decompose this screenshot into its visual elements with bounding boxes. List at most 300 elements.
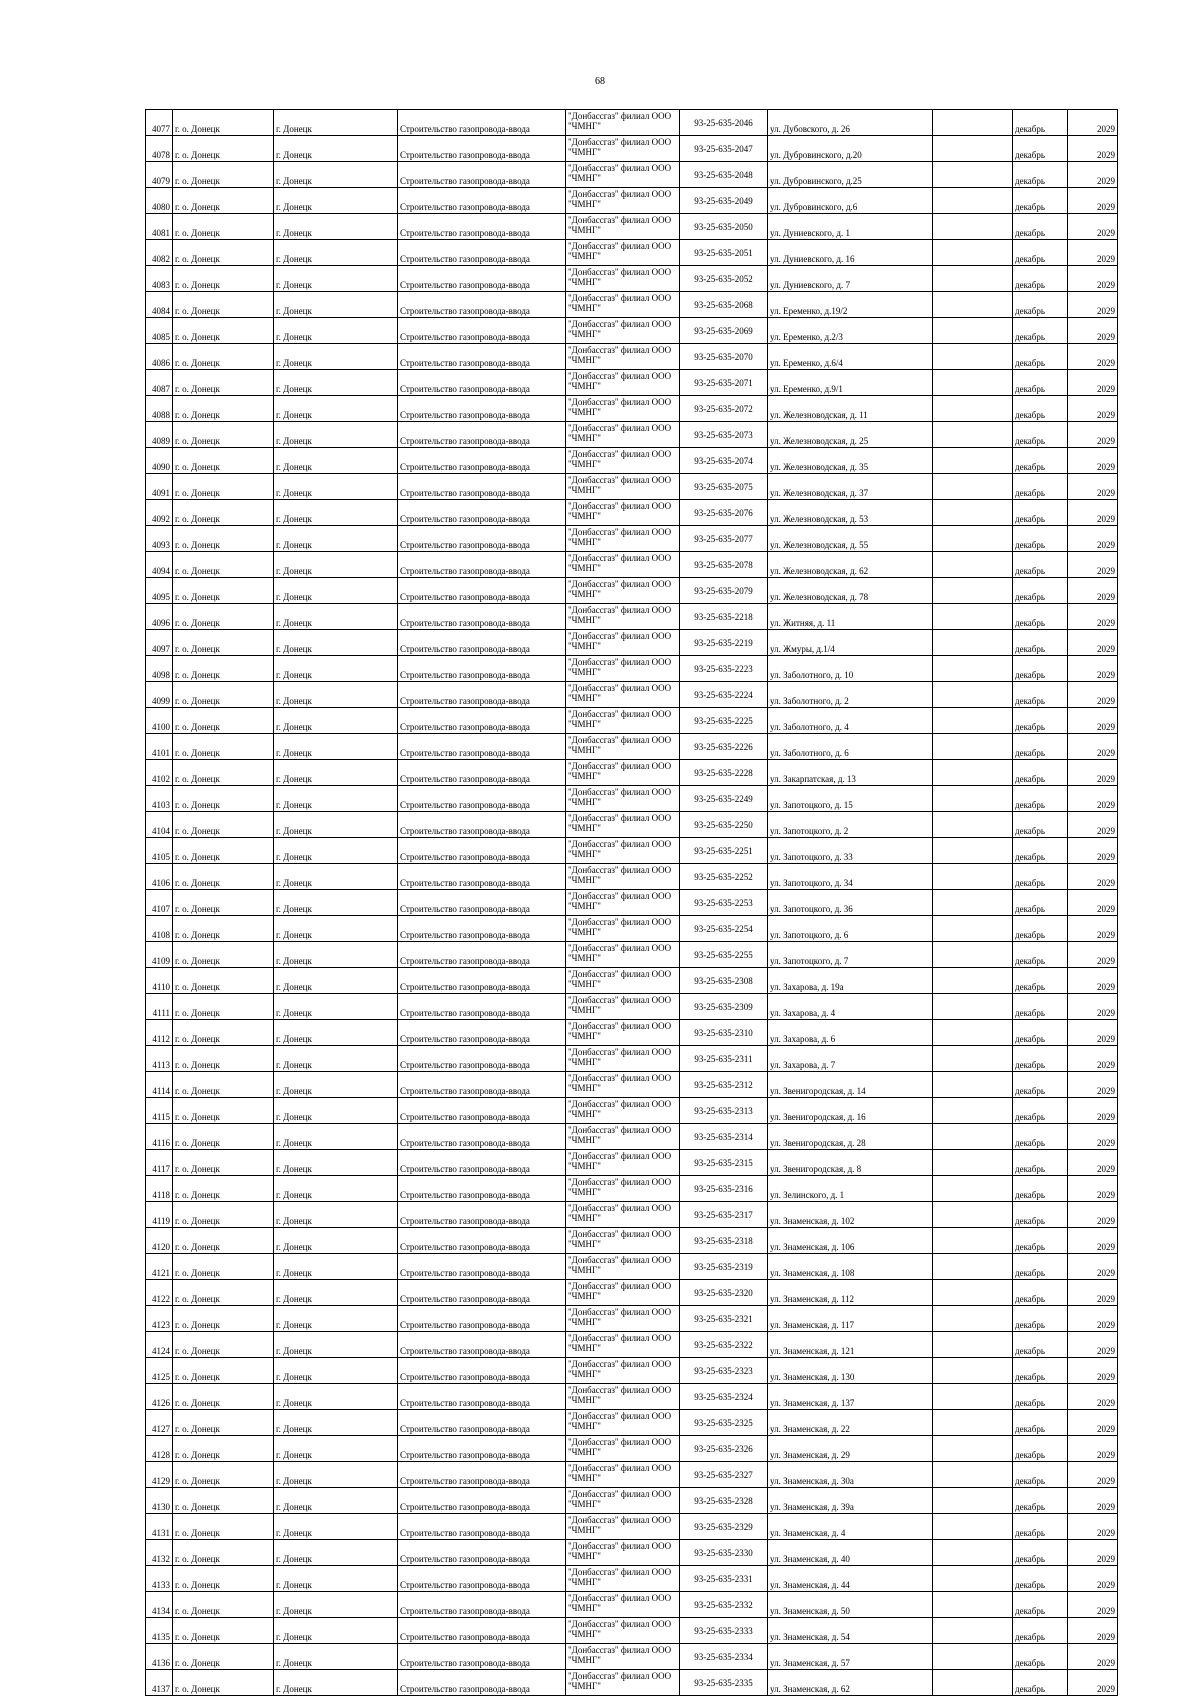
work-type-cell: Строительство газопровода-ввода: [398, 890, 566, 916]
row-number: 4129: [146, 1462, 173, 1488]
address-cell: ул. Знаменская, д. 106: [768, 1228, 933, 1254]
district-cell: г. о. Донецк: [173, 448, 274, 474]
month-cell: декабрь: [1013, 1020, 1068, 1046]
city-cell: г. Донецк: [274, 1644, 398, 1670]
month-cell: декабрь: [1013, 1254, 1068, 1280]
city-cell: г. Донецк: [274, 240, 398, 266]
row-number: 4121: [146, 1254, 173, 1280]
month-cell: декабрь: [1013, 1618, 1068, 1644]
work-type-cell: Строительство газопровода-ввода: [398, 604, 566, 630]
address-cell: ул. Знаменская, д. 130: [768, 1358, 933, 1384]
note-cell: [933, 812, 1013, 838]
row-number: 4108: [146, 916, 173, 942]
object-code-cell: 93-25-635-2316: [680, 1176, 768, 1202]
table-row: [146, 188, 1118, 214]
note-cell: [933, 1384, 1013, 1410]
work-type-cell: Строительство газопровода-ввода: [398, 994, 566, 1020]
city-cell: г. Донецк: [274, 1566, 398, 1592]
table-row: [146, 266, 1118, 292]
month-cell: декабрь: [1013, 110, 1068, 136]
year-cell: 2029: [1068, 1384, 1118, 1410]
table-row: [146, 552, 1118, 578]
address-cell: ул. Еременко, д.19/2: [768, 292, 933, 318]
table-row: [146, 1384, 1118, 1410]
row-number: 4117: [146, 1150, 173, 1176]
month-cell: декабрь: [1013, 1202, 1068, 1228]
month-cell: декабрь: [1013, 708, 1068, 734]
object-code-cell: 93-25-635-2071: [680, 370, 768, 396]
row-number: 4119: [146, 1202, 173, 1228]
district-cell: г. о. Донецк: [173, 630, 274, 656]
object-code-cell: 93-25-635-2079: [680, 578, 768, 604]
district-cell: г. о. Донецк: [173, 1254, 274, 1280]
work-type-cell: Строительство газопровода-ввода: [398, 734, 566, 760]
row-number: 4118: [146, 1176, 173, 1202]
city-cell: г. Донецк: [274, 1124, 398, 1150]
address-cell: ул. Железноводская, д. 35: [768, 448, 933, 474]
month-cell: декабрь: [1013, 266, 1068, 292]
row-number: 4079: [146, 162, 173, 188]
object-code-cell: 93-25-635-2075: [680, 474, 768, 500]
year-cell: 2029: [1068, 630, 1118, 656]
address-cell: ул. Заболотного, д. 2: [768, 682, 933, 708]
work-type-cell: Строительство газопровода-ввода: [398, 630, 566, 656]
city-cell: г. Донецк: [274, 656, 398, 682]
note-cell: [933, 682, 1013, 708]
note-cell: [933, 916, 1013, 942]
city-cell: г. Донецк: [274, 500, 398, 526]
work-type-cell: Строительство газопровода-ввода: [398, 1124, 566, 1150]
year-cell: 2029: [1068, 1228, 1118, 1254]
organization-cell: "Донбассгаз" филиал ООО "ЧМНГ": [566, 1098, 680, 1124]
row-number: 4095: [146, 578, 173, 604]
note-cell: [933, 1254, 1013, 1280]
district-cell: г. о. Донецк: [173, 864, 274, 890]
organization-cell: "Донбассгаз" филиал ООО "ЧМНГ": [566, 708, 680, 734]
note-cell: [933, 630, 1013, 656]
city-cell: г. Донецк: [274, 396, 398, 422]
work-type-cell: Строительство газопровода-ввода: [398, 1462, 566, 1488]
work-type-cell: Строительство газопровода-ввода: [398, 1150, 566, 1176]
row-number: 4134: [146, 1592, 173, 1618]
object-code-cell: 93-25-635-2250: [680, 812, 768, 838]
work-type-cell: Строительство газопровода-ввода: [398, 1540, 566, 1566]
row-number: 4101: [146, 734, 173, 760]
district-cell: г. о. Донецк: [173, 1228, 274, 1254]
note-cell: [933, 890, 1013, 916]
table-row: [146, 474, 1118, 500]
table-row: [146, 396, 1118, 422]
month-cell: декабрь: [1013, 1228, 1068, 1254]
object-code-cell: 93-25-635-2070: [680, 344, 768, 370]
month-cell: декабрь: [1013, 942, 1068, 968]
district-cell: г. о. Донецк: [173, 1462, 274, 1488]
work-type-cell: Строительство газопровода-ввода: [398, 110, 566, 136]
month-cell: декабрь: [1013, 1514, 1068, 1540]
note-cell: [933, 474, 1013, 500]
year-cell: 2029: [1068, 474, 1118, 500]
address-cell: ул. Железноводская, д. 25: [768, 422, 933, 448]
organization-cell: "Донбассгаз" филиал ООО "ЧМНГ": [566, 240, 680, 266]
month-cell: декабрь: [1013, 864, 1068, 890]
year-cell: 2029: [1068, 1644, 1118, 1670]
district-cell: г. о. Донецк: [173, 396, 274, 422]
year-cell: 2029: [1068, 734, 1118, 760]
object-code-cell: 93-25-635-2225: [680, 708, 768, 734]
address-cell: ул. Запотоцкого, д. 2: [768, 812, 933, 838]
note-cell: [933, 734, 1013, 760]
district-cell: г. о. Донецк: [173, 890, 274, 916]
address-cell: ул. Запотоцкого, д. 7: [768, 942, 933, 968]
organization-cell: "Донбассгаз" филиал ООО "ЧМНГ": [566, 552, 680, 578]
district-cell: г. о. Донецк: [173, 370, 274, 396]
city-cell: г. Донецк: [274, 344, 398, 370]
object-code-cell: 93-25-635-2048: [680, 162, 768, 188]
object-code-cell: 93-25-635-2074: [680, 448, 768, 474]
organization-cell: "Донбассгаз" филиал ООО "ЧМНГ": [566, 656, 680, 682]
month-cell: декабрь: [1013, 786, 1068, 812]
district-cell: г. о. Донецк: [173, 1358, 274, 1384]
organization-cell: "Донбассгаз" филиал ООО "ЧМНГ": [566, 1358, 680, 1384]
object-code-cell: 93-25-635-2046: [680, 110, 768, 136]
year-cell: 2029: [1068, 318, 1118, 344]
table-row: [146, 682, 1118, 708]
note-cell: [933, 1514, 1013, 1540]
row-number: 4114: [146, 1072, 173, 1098]
organization-cell: "Донбассгаз" филиал ООО "ЧМНГ": [566, 1202, 680, 1228]
month-cell: декабрь: [1013, 1384, 1068, 1410]
row-number: 4090: [146, 448, 173, 474]
table-row: [146, 240, 1118, 266]
work-type-cell: Строительство газопровода-ввода: [398, 786, 566, 812]
month-cell: декабрь: [1013, 1358, 1068, 1384]
table-row: [146, 1644, 1118, 1670]
work-type-cell: Строительство газопровода-ввода: [398, 916, 566, 942]
year-cell: 2029: [1068, 552, 1118, 578]
district-cell: г. о. Донецк: [173, 474, 274, 500]
organization-cell: "Донбассгаз" филиал ООО "ЧМНГ": [566, 1046, 680, 1072]
object-code-cell: 93-25-635-2330: [680, 1540, 768, 1566]
month-cell: декабрь: [1013, 630, 1068, 656]
table-row: [146, 1670, 1118, 1696]
address-cell: ул. Знаменская, д. 39а: [768, 1488, 933, 1514]
month-cell: декабрь: [1013, 1150, 1068, 1176]
year-cell: 2029: [1068, 396, 1118, 422]
organization-cell: "Донбассгаз" филиал ООО "ЧМНГ": [566, 422, 680, 448]
note-cell: [933, 422, 1013, 448]
city-cell: г. Донецк: [274, 1436, 398, 1462]
organization-cell: "Донбассгаз" филиал ООО "ЧМНГ": [566, 448, 680, 474]
row-number: 4084: [146, 292, 173, 318]
year-cell: 2029: [1068, 708, 1118, 734]
row-number: 4113: [146, 1046, 173, 1072]
row-number: 4077: [146, 110, 173, 136]
object-code-cell: 93-25-635-2249: [680, 786, 768, 812]
object-code-cell: 93-25-635-2334: [680, 1644, 768, 1670]
year-cell: 2029: [1068, 1124, 1118, 1150]
city-cell: г. Донецк: [274, 1254, 398, 1280]
row-number: 4099: [146, 682, 173, 708]
table-row: [146, 1540, 1118, 1566]
district-cell: г. о. Донецк: [173, 604, 274, 630]
address-cell: ул. Звенигородская, д. 16: [768, 1098, 933, 1124]
table-row: [146, 1280, 1118, 1306]
district-cell: г. о. Донецк: [173, 1306, 274, 1332]
work-type-cell: Строительство газопровода-ввода: [398, 838, 566, 864]
work-type-cell: Строительство газопровода-ввода: [398, 318, 566, 344]
district-cell: г. о. Донецк: [173, 578, 274, 604]
district-cell: г. о. Донецк: [173, 1332, 274, 1358]
organization-cell: "Донбассгаз" филиал ООО "ЧМНГ": [566, 630, 680, 656]
row-number: 4100: [146, 708, 173, 734]
district-cell: г. о. Донецк: [173, 786, 274, 812]
organization-cell: "Донбассгаз" филиал ООО "ЧМНГ": [566, 604, 680, 630]
city-cell: г. Донецк: [274, 422, 398, 448]
table-row: [146, 994, 1118, 1020]
district-cell: г. о. Донецк: [173, 1176, 274, 1202]
month-cell: декабрь: [1013, 162, 1068, 188]
year-cell: 2029: [1068, 240, 1118, 266]
year-cell: 2029: [1068, 1566, 1118, 1592]
note-cell: [933, 396, 1013, 422]
table-row: [146, 162, 1118, 188]
note-cell: [933, 1124, 1013, 1150]
city-cell: г. Донецк: [274, 318, 398, 344]
city-cell: г. Донецк: [274, 448, 398, 474]
month-cell: декабрь: [1013, 916, 1068, 942]
address-cell: ул. Знаменская, д. 4: [768, 1514, 933, 1540]
month-cell: декабрь: [1013, 682, 1068, 708]
table-row: [146, 1592, 1118, 1618]
table-row: [146, 1488, 1118, 1514]
address-cell: ул. Житняя, д. 11: [768, 604, 933, 630]
note-cell: [933, 1046, 1013, 1072]
month-cell: декабрь: [1013, 396, 1068, 422]
district-cell: г. о. Донецк: [173, 162, 274, 188]
organization-cell: "Донбассгаз" филиал ООО "ЧМНГ": [566, 162, 680, 188]
note-cell: [933, 1280, 1013, 1306]
organization-cell: "Донбассгаз" филиал ООО "ЧМНГ": [566, 1670, 680, 1696]
district-cell: г. о. Донецк: [173, 552, 274, 578]
note-cell: [933, 1410, 1013, 1436]
address-cell: ул. Дуниевского, д. 1: [768, 214, 933, 240]
year-cell: 2029: [1068, 838, 1118, 864]
district-cell: г. о. Донецк: [173, 1124, 274, 1150]
table-row: [146, 370, 1118, 396]
year-cell: 2029: [1068, 578, 1118, 604]
year-cell: 2029: [1068, 1072, 1118, 1098]
table-row: [146, 1436, 1118, 1462]
district-cell: г. о. Донецк: [173, 1098, 274, 1124]
year-cell: 2029: [1068, 786, 1118, 812]
city-cell: г. Донецк: [274, 1410, 398, 1436]
district-cell: г. о. Донецк: [173, 1670, 274, 1696]
row-number: 4089: [146, 422, 173, 448]
object-code-cell: 93-25-635-2069: [680, 318, 768, 344]
city-cell: г. Донецк: [274, 838, 398, 864]
address-cell: ул. Захарова, д. 19а: [768, 968, 933, 994]
district-cell: г. о. Донецк: [173, 916, 274, 942]
organization-cell: "Донбассгаз" филиал ООО "ЧМНГ": [566, 994, 680, 1020]
month-cell: декабрь: [1013, 890, 1068, 916]
address-cell: ул. Еременко, д.2/3: [768, 318, 933, 344]
table-row: [146, 890, 1118, 916]
table-row: [146, 1618, 1118, 1644]
organization-cell: "Донбассгаз" филиал ООО "ЧМНГ": [566, 1332, 680, 1358]
table-row: [146, 1020, 1118, 1046]
work-type-cell: Строительство газопровода-ввода: [398, 656, 566, 682]
row-number: 4126: [146, 1384, 173, 1410]
row-number: 4088: [146, 396, 173, 422]
address-cell: ул. Знаменская, д. 30а: [768, 1462, 933, 1488]
district-cell: г. о. Донецк: [173, 110, 274, 136]
object-code-cell: 93-25-635-2253: [680, 890, 768, 916]
table-row: [146, 1202, 1118, 1228]
organization-cell: "Донбассгаз" филиал ООО "ЧМНГ": [566, 916, 680, 942]
city-cell: г. Донецк: [274, 370, 398, 396]
object-code-cell: 93-25-635-2327: [680, 1462, 768, 1488]
work-type-cell: Строительство газопровода-ввода: [398, 968, 566, 994]
year-cell: 2029: [1068, 760, 1118, 786]
year-cell: 2029: [1068, 812, 1118, 838]
district-cell: г. о. Донецк: [173, 500, 274, 526]
city-cell: г. Донецк: [274, 1618, 398, 1644]
work-type-cell: Строительство газопровода-ввода: [398, 162, 566, 188]
year-cell: 2029: [1068, 656, 1118, 682]
work-type-cell: Строительство газопровода-ввода: [398, 578, 566, 604]
note-cell: [933, 500, 1013, 526]
address-cell: ул. Звенигородская, д. 14: [768, 1072, 933, 1098]
table-row: [146, 1332, 1118, 1358]
row-number: 4098: [146, 656, 173, 682]
note-cell: [933, 1540, 1013, 1566]
address-cell: ул. Дубровинского, д.20: [768, 136, 933, 162]
organization-cell: "Донбассгаз" филиал ООО "ЧМНГ": [566, 1644, 680, 1670]
city-cell: г. Донецк: [274, 994, 398, 1020]
city-cell: г. Донецк: [274, 292, 398, 318]
organization-cell: "Донбассгаз" филиал ООО "ЧМНГ": [566, 786, 680, 812]
month-cell: декабрь: [1013, 1462, 1068, 1488]
row-number: 4094: [146, 552, 173, 578]
city-cell: г. Донецк: [274, 734, 398, 760]
work-type-cell: Строительство газопровода-ввода: [398, 1410, 566, 1436]
address-cell: ул. Звенигородская, д. 28: [768, 1124, 933, 1150]
address-cell: ул. Знаменская, д. 62: [768, 1670, 933, 1696]
table-row: [146, 656, 1118, 682]
organization-cell: "Донбассгаз" филиал ООО "ЧМНГ": [566, 682, 680, 708]
table-row: [146, 292, 1118, 318]
work-type-cell: Строительство газопровода-ввода: [398, 344, 566, 370]
table-row: [146, 864, 1118, 890]
year-cell: 2029: [1068, 1592, 1118, 1618]
address-cell: ул. Захарова, д. 7: [768, 1046, 933, 1072]
row-number: 4080: [146, 188, 173, 214]
address-cell: ул. Дуниевского, д. 16: [768, 240, 933, 266]
district-cell: г. о. Донецк: [173, 1384, 274, 1410]
month-cell: декабрь: [1013, 1176, 1068, 1202]
organization-cell: "Донбассгаз" филиал ООО "ЧМНГ": [566, 1462, 680, 1488]
month-cell: декабрь: [1013, 474, 1068, 500]
object-code-cell: 93-25-635-2252: [680, 864, 768, 890]
row-number: 4091: [146, 474, 173, 500]
object-code-cell: 93-25-635-2076: [680, 500, 768, 526]
month-cell: декабрь: [1013, 318, 1068, 344]
city-cell: г. Донецк: [274, 1488, 398, 1514]
table-row: [146, 1566, 1118, 1592]
district-cell: г. о. Донецк: [173, 188, 274, 214]
table-row: [146, 760, 1118, 786]
table-row: [146, 422, 1118, 448]
row-number: 4127: [146, 1410, 173, 1436]
note-cell: [933, 708, 1013, 734]
district-cell: г. о. Донецк: [173, 344, 274, 370]
city-cell: г. Донецк: [274, 1098, 398, 1124]
month-cell: декабрь: [1013, 188, 1068, 214]
row-number: 4086: [146, 344, 173, 370]
district-cell: г. о. Донецк: [173, 1202, 274, 1228]
address-cell: ул. Дубовского, д. 26: [768, 110, 933, 136]
city-cell: г. Донецк: [274, 1462, 398, 1488]
city-cell: г. Донецк: [274, 682, 398, 708]
month-cell: декабрь: [1013, 370, 1068, 396]
table-row: [146, 1410, 1118, 1436]
table-row: [146, 110, 1118, 136]
city-cell: г. Донецк: [274, 968, 398, 994]
work-type-cell: Строительство газопровода-ввода: [398, 1436, 566, 1462]
row-number: 4133: [146, 1566, 173, 1592]
organization-cell: "Донбассгаз" филиал ООО "ЧМНГ": [566, 500, 680, 526]
object-code-cell: 93-25-635-2319: [680, 1254, 768, 1280]
year-cell: 2029: [1068, 1176, 1118, 1202]
year-cell: 2029: [1068, 1150, 1118, 1176]
district-cell: г. о. Донецк: [173, 994, 274, 1020]
district-cell: г. о. Донецк: [173, 136, 274, 162]
object-code-cell: 93-25-635-2335: [680, 1670, 768, 1696]
address-cell: ул. Жмуры, д.1/4: [768, 630, 933, 656]
district-cell: г. о. Донецк: [173, 812, 274, 838]
city-cell: г. Донецк: [274, 890, 398, 916]
object-code-cell: 93-25-635-2049: [680, 188, 768, 214]
month-cell: декабрь: [1013, 1410, 1068, 1436]
object-code-cell: 93-25-635-2254: [680, 916, 768, 942]
work-type-cell: Строительство газопровода-ввода: [398, 448, 566, 474]
city-cell: г. Донецк: [274, 916, 398, 942]
table-row: [146, 1358, 1118, 1384]
note-cell: [933, 240, 1013, 266]
note-cell: [933, 1488, 1013, 1514]
table-row: [146, 526, 1118, 552]
row-number: 4087: [146, 370, 173, 396]
note-cell: [933, 1202, 1013, 1228]
row-number: 4136: [146, 1644, 173, 1670]
object-code-cell: 93-25-635-2324: [680, 1384, 768, 1410]
note-cell: [933, 344, 1013, 370]
note-cell: [933, 318, 1013, 344]
address-cell: ул. Знаменская, д. 29: [768, 1436, 933, 1462]
note-cell: [933, 1098, 1013, 1124]
note-cell: [933, 136, 1013, 162]
year-cell: 2029: [1068, 344, 1118, 370]
organization-cell: "Донбассгаз" филиал ООО "ЧМНГ": [566, 1514, 680, 1540]
note-cell: [933, 1150, 1013, 1176]
note-cell: [933, 1332, 1013, 1358]
object-code-cell: 93-25-635-2077: [680, 526, 768, 552]
year-cell: 2029: [1068, 1306, 1118, 1332]
note-cell: [933, 760, 1013, 786]
work-type-cell: Строительство газопровода-ввода: [398, 266, 566, 292]
work-type-cell: Строительство газопровода-ввода: [398, 188, 566, 214]
table-row: [146, 136, 1118, 162]
